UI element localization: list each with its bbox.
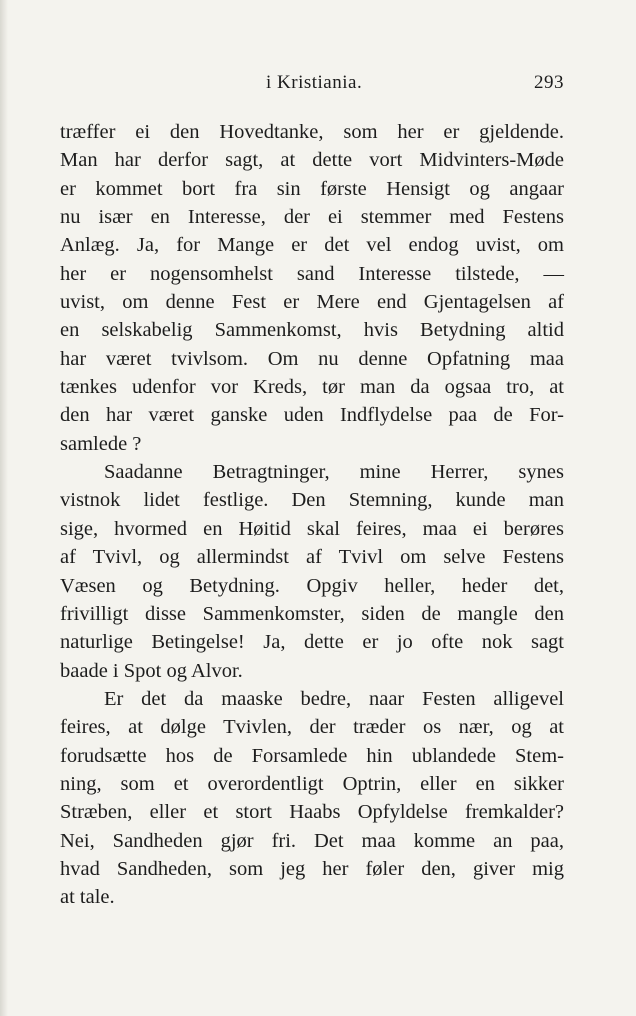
text-line: at tale. bbox=[60, 886, 115, 909]
text-line: hvad Sandheden, som jeg her føler den, giver mig bbox=[60, 857, 564, 880]
text-line: har været tvivlsom. Om nu denne Opfatning maa bbox=[60, 347, 564, 370]
page-edge-shadow bbox=[0, 0, 8, 1016]
text-line: nu især en Interesse, der ei stemmer med Festens bbox=[60, 206, 564, 229]
text-line: den har været ganske uden Indflydelse paa de For- bbox=[60, 404, 564, 427]
text-line: vistnok lidet festlige. Den Stemning, kunde man bbox=[60, 489, 564, 512]
text-line: naturlige Betingelse! Ja, dette er jo ofte nok sagt bbox=[60, 631, 564, 654]
text-line: Nei, Sandheden gjør fri. Det maa komme an paa, bbox=[60, 829, 564, 852]
text-line: Man har derfor sagt, at dette vort Midvinters-Møde bbox=[60, 149, 564, 172]
text-line: her er nogensomhelst sand Interesse tilstede, — bbox=[60, 262, 564, 285]
text-line: Væsen og Betydning. Opgiv heller, heder det, bbox=[60, 574, 564, 597]
text-line: ning, som et overordentligt Optrin, eller en sikker bbox=[60, 772, 564, 795]
text-line: tænkes udenfor vor Kreds, tør man da ogsaa tro, at bbox=[60, 376, 564, 399]
paragraph-start-line: Er det da maaske bedre, naar Festen alligevel bbox=[104, 687, 564, 710]
text-line: frivilligt disse Sammenkomster, siden de mangle den bbox=[60, 602, 564, 625]
page-number: 293 bbox=[534, 72, 564, 93]
text-line: Stræben, eller et stort Haabs Opfyldelse fremkalder? bbox=[60, 801, 564, 824]
text-line: af Tvivl, og allermindst af Tvivl om selve Festens bbox=[60, 546, 564, 569]
running-title: i Kristiania. bbox=[266, 72, 363, 93]
text-line: feires, at dølge Tvivlen, der træder os nær, og at bbox=[60, 716, 564, 739]
text-line: sige, hvormed en Høitid skal feires, maa ei berøres bbox=[60, 517, 564, 540]
text-line: uvist, om denne Fest er Mere end Gjentagelsen af bbox=[60, 291, 564, 314]
text-line: forudsætte hos de Forsamlede hin ublandede Stem- bbox=[60, 744, 564, 767]
paragraph-start-line: Saadanne Betragtninger, mine Herrer, synes bbox=[104, 461, 564, 484]
text-line: træffer ei den Hovedtanke, som her er gjeldende. bbox=[60, 121, 564, 143]
running-head bbox=[60, 72, 564, 96]
text-line: samlede ? bbox=[60, 432, 142, 455]
body-text bbox=[60, 118, 564, 912]
text-line: er kommet bort fra sin første Hensigt og angaar bbox=[60, 177, 564, 200]
text-line: en selskabelig Sammenkomst, hvis Betydning altid bbox=[60, 319, 564, 342]
text-line: Anlæg. Ja, for Mange er det vel endog uvist, om bbox=[60, 234, 564, 257]
text-line: baade i Spot og Alvor. bbox=[60, 659, 243, 682]
